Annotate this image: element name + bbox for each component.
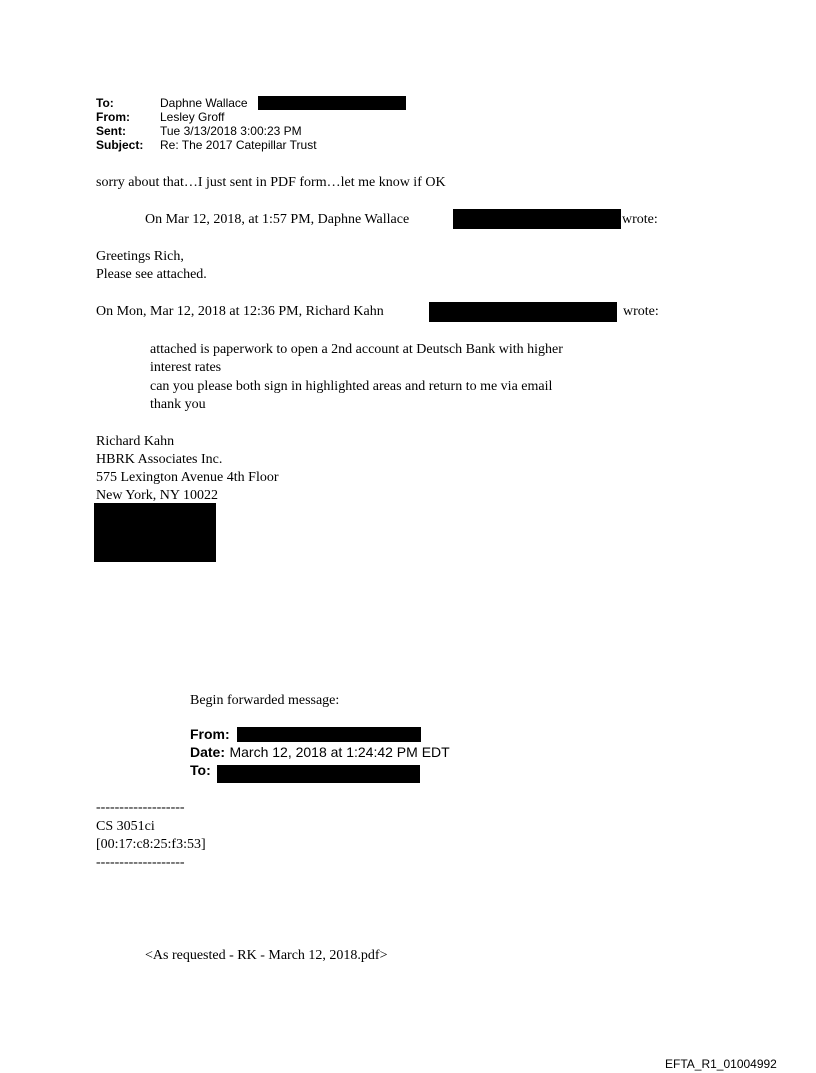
inner-line-1: attached is paperwork to open a 2nd account at Deutsch Bank with higher: [150, 342, 563, 357]
device-dash-bottom: -------------------: [96, 855, 185, 870]
inner-line-2: interest rates: [150, 360, 222, 375]
forwarded-intro: Begin forwarded message:: [190, 693, 340, 708]
device-mac: [00:17:c8:25:f3:53]: [96, 837, 206, 852]
device-name: CS 3051ci: [96, 819, 155, 834]
header-subject: [96, 138, 317, 152]
greeting: Greetings Rich,: [96, 249, 184, 264]
forwarded-from: [190, 726, 230, 744]
redaction-quote2-email: [429, 302, 617, 322]
document-id: EFTA_R1_01004992: [665, 1057, 777, 1071]
inner-line-3: can you please both sign in highlighted areas and return to me via email: [150, 379, 553, 394]
forwarded-date-value: March 12, 2018 at 1:24:42 PM EDT: [229, 744, 450, 760]
forwarded-from-label: From:: [190, 726, 230, 742]
redaction-forwarded-from: [237, 727, 421, 742]
attachment-name: <As requested - RK - March 12, 2018.pdf>: [145, 948, 388, 963]
signature-name: Richard Kahn: [96, 434, 175, 449]
redaction-signature-block: [94, 503, 216, 562]
subject-value: Re: The 2017 Catepillar Trust: [160, 138, 317, 152]
redaction-forwarded-to: [217, 765, 420, 783]
forwarded-date: [190, 744, 450, 762]
forwarded-to-label: To:: [190, 762, 211, 778]
from-label: From:: [96, 110, 130, 124]
signature-address-1: 575 Lexington Avenue 4th Floor: [96, 470, 279, 485]
from-value: Lesley Groff: [160, 110, 225, 124]
inner-line-4: thank you: [150, 397, 206, 412]
device-dash-top: -------------------: [96, 800, 185, 815]
quote1-prefix: On Mar 12, 2018, at 1:57 PM, Daphne Wallace: [145, 212, 410, 227]
sent-label: Sent:: [96, 124, 126, 138]
quote1-suffix: wrote:: [622, 212, 658, 227]
forwarded-to: [190, 762, 211, 780]
header-to: [96, 96, 248, 110]
subject-label: Subject:: [96, 138, 144, 152]
header-from: [96, 110, 224, 124]
forwarded-date-label: Date:: [190, 744, 226, 760]
reply-line: sorry about that…I just sent in PDF form…let me know if OK: [96, 175, 446, 190]
see-attached: Please see attached.: [96, 267, 207, 282]
signature-company: HBRK Associates Inc.: [96, 452, 223, 467]
sent-value: Tue 3/13/2018 3:00:23 PM: [160, 124, 302, 138]
header-sent: [96, 124, 302, 138]
signature-address-2: New York, NY 10022: [96, 488, 218, 503]
redaction-quote1-email: [453, 209, 621, 229]
redaction-to-email: [258, 96, 406, 110]
quote2-prefix: On Mon, Mar 12, 2018 at 12:36 PM, Richard Kahn: [96, 304, 384, 319]
to-value: Daphne Wallace: [160, 96, 248, 110]
to-label: To:: [96, 96, 114, 110]
quote2-suffix: wrote:: [623, 304, 659, 319]
